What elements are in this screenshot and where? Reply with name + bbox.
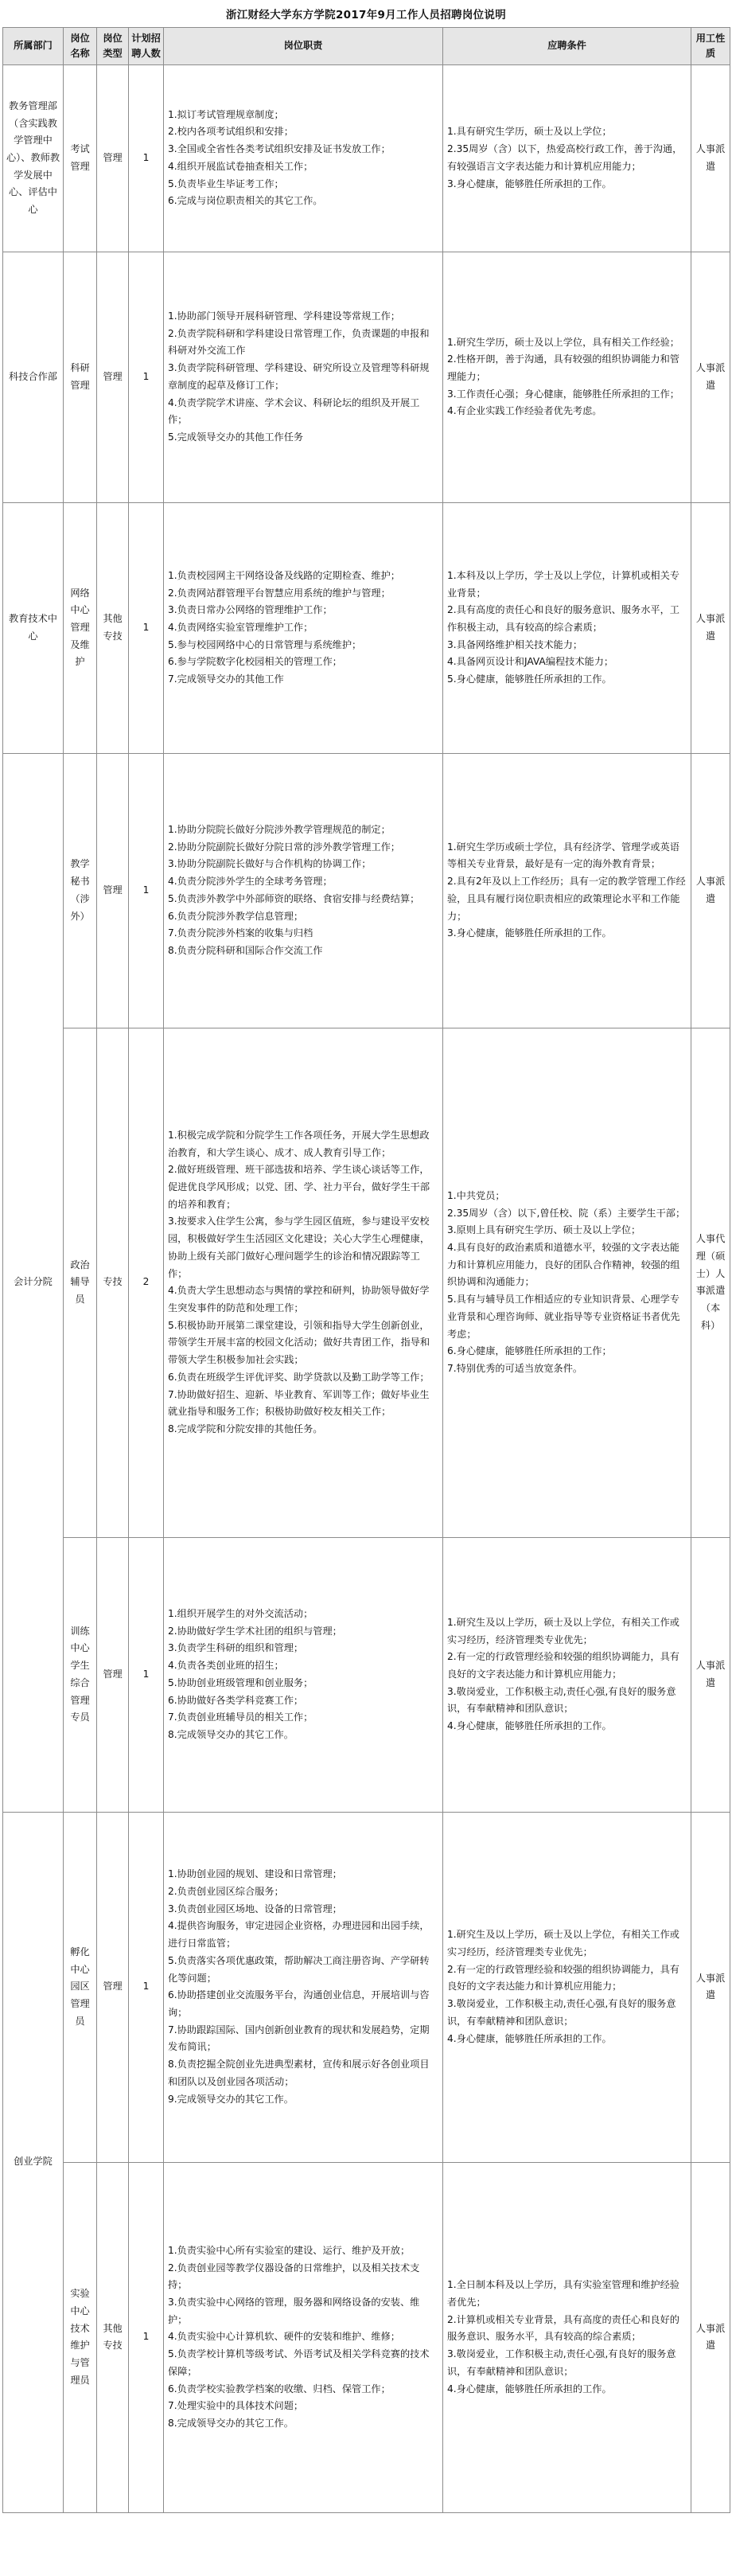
requirement-line: 1.本科及以上学历，学士及以上学位，计算机或相关专业背景； (447, 569, 679, 599)
duty-line: 7.负责分院涉外档案的收集与归档 (168, 927, 313, 939)
requirement-line: 7.特别优秀的可适当放宽条件。 (447, 1363, 583, 1375)
requirement-line: 3.工作责任心强；身心健康，能够胜任所承担的工作； (447, 388, 679, 400)
table-row (3, 753, 730, 1028)
duty-line: 1.负责实验中心所有实验室的建设、运行、维护及开放； (168, 2244, 411, 2256)
requirements-cell (443, 502, 691, 753)
duty-line: 6.负责在班级学生评优评奖、助学贷款以及勤工助学等工作； (168, 1371, 430, 1383)
duties-cell (164, 64, 443, 252)
position-cell: 网络中心管理及维护 (64, 502, 97, 753)
duty-line: 3.负责学生科研的组织和管理； (168, 1642, 304, 1654)
count-cell: 1 (129, 2162, 164, 2512)
duty-line: 4.负责网络实验室管理维护工作； (168, 621, 313, 633)
duty-line: 3.全国或全省性各类考试组织安排及证书发放工作； (168, 143, 391, 155)
duty-line: 5.协助创业班级管理和创业服务； (168, 1676, 313, 1688)
dept-cell (3, 1812, 64, 2512)
duty-line: 7.协助做好招生、迎新、毕业教育、军训等工作；做好毕业生就业指导和服务工作；积极协助做好校友相关工作； (168, 1388, 430, 1418)
requirement-line: 5.具有与辅导员工作相适应的专业知识背景、心理学专业背景和心理咨询师、就业指导等专业资格证书者优先考虑； (447, 1294, 680, 1340)
duty-line: 4.负责各类创业班的招生； (168, 1660, 284, 1672)
table-row (3, 502, 730, 753)
count-cell: 1 (129, 502, 164, 753)
dept-cell: 教育技术中心 (3, 502, 64, 753)
requirement-line: 4.具有良好的政治素质和道德水平，较强的文字表达能力和计算机应用能力，良好的团队合作精神，较强的组织协调和沟通能力； (447, 1242, 680, 1288)
requirement-line: 1.研究生及以上学历，硕士及以上学位，有相关工作或实习经历，经济管理类专业优先； (447, 1929, 679, 1958)
header-count: 计划招聘人数 (129, 28, 164, 65)
requirement-line: 5.身心健康，能够胜任所承担的工作。 (447, 673, 612, 685)
type-cell: 管理 (97, 1537, 129, 1812)
type-cell: 管理 (97, 252, 129, 502)
duty-line: 1.协助部门领导开展科研管理、学科建设等常规工作； (168, 310, 400, 322)
requirement-line: 3.敬岗爱业，工作积极主动,责任心强,有良好的服务意识，有奉献精神和团队意识； (447, 1685, 676, 1715)
requirement-line: 1.具有研究生学历，硕士及以上学位； (447, 126, 612, 138)
requirement-line: 1.研究生学历，硕士及以上学位，具有相关工作经验； (447, 336, 679, 348)
requirement-line: 2.35周岁（含）以下，热爱高校行政工作，善于沟通，有较强语言文字表达能力和计算机应用能力； (447, 143, 683, 172)
duty-line: 7.完成领导交办的其他工作 (168, 673, 284, 685)
dept-cell: 科技合作部 (3, 252, 64, 502)
table-row (3, 2162, 730, 2512)
requirement-line: 1.中共党员； (447, 1189, 505, 1201)
header-position: 岗位名称 (64, 28, 97, 65)
count-cell: 1 (129, 1812, 164, 2162)
requirement-line: 3.原则上具有研究生学历、硕士及以上学位； (447, 1224, 641, 1236)
position-cell: 科研管理 (64, 252, 97, 502)
requirements-cell (443, 64, 691, 252)
header-requirements: 应聘条件 (443, 28, 691, 65)
duty-line: 3.负责创业园区场地、设备的日常管理； (168, 1903, 342, 1914)
duty-line: 6.负责分院涉外教学信息管理； (168, 910, 304, 922)
nature-cell: 人事派遣 (691, 252, 730, 502)
nature-cell: 人事派遣 (691, 2162, 730, 2512)
position-cell: 孵化中心园区管理员 (64, 1812, 97, 2162)
header-type: 岗位类型 (97, 28, 129, 65)
requirements-cell (443, 1812, 691, 2162)
dept-label: 会计分院 (14, 1276, 53, 1288)
duty-line: 2.协助做好学生学术社团的组织与管理； (168, 1625, 342, 1637)
nature-cell: 人事派遣 (691, 1537, 730, 1812)
requirement-line: 4.具备网页设计和JAVA编程技术能力； (447, 656, 614, 668)
duty-line: 7.负责创业班辅导员的相关工作； (168, 1711, 313, 1723)
duty-line: 4.组织开展监试卷抽查相关工作； (168, 160, 313, 172)
nature-cell: 人事派遣 (691, 1812, 730, 2162)
duty-line: 2.负责创业园等教学仪器设备的日常维护，以及相关技术支持； (168, 2262, 420, 2291)
duty-line: 1.负责校园网主干网络设备及线路的定期检查、维护； (168, 569, 400, 581)
duty-line: 8.完成领导交办的其它工作。 (168, 2418, 294, 2430)
duty-line: 4.负责大学生思想动态与舆情的掌控和研判，协助领导做好学生突发事件的防范和处理工作； (168, 1285, 430, 1314)
duty-line: 2.校内各项考试组织和安排； (168, 126, 294, 138)
requirements-cell (443, 1028, 691, 1537)
duty-line: 6.参与学院数字化校园相关的管理工作； (168, 656, 342, 668)
duty-line: 3.负责日常办公网络的管理维护工作； (168, 604, 333, 616)
type-cell: 管理 (97, 1812, 129, 2162)
position-cell: 教学秘书（涉外） (64, 753, 97, 1028)
duty-line: 5.完成领导交办的其他工作任务 (168, 431, 304, 443)
count-cell: 1 (129, 1537, 164, 1812)
duty-line: 2.负责学院科研和学科建设日常管理工作，负责课题的申报和科研对外交流工作 (168, 327, 430, 357)
nature-cell: 人事派遣 (691, 753, 730, 1028)
duty-line: 5.负责涉外教学中外部师资的联络、食宿安排与经费结算； (168, 892, 420, 904)
type-cell: 专技 (97, 1028, 129, 1537)
duty-line: 1.拟订考试管理规章制度； (168, 108, 284, 120)
header-dept: 所属部门 (3, 28, 64, 65)
requirement-line: 2.有一定的行政管理经验和较强的组织协调能力，具有良好的文字表达能力和计算机应用能力； (447, 1651, 679, 1680)
duty-line: 5.参与校园网络中心的日常管理与系统维护； (168, 638, 362, 650)
duties-cell (164, 252, 443, 502)
table-row (3, 64, 730, 252)
duty-line: 1.协助分院院长做好分院涉外教学管理规范的制定； (168, 823, 391, 835)
duty-line: 8.负责挖掘全院创业先进典型素材，宣传和展示好各创业项目和团队以及创业园各项活动； (168, 2059, 430, 2087)
nature-cell: 人事派遣 (691, 502, 730, 753)
duty-line: 1.积极完成学院和分院学生工作各项任务，开展大学生思想政治教育，和大学生谈心、成才、成人教育引导工作； (168, 1129, 430, 1158)
document-title: 浙江财经大学东方学院2017年9月工作人员招聘岗位说明 (225, 9, 507, 21)
duty-line: 4.提供咨询服务，审定进园企业资格，办理进园和出园手续，进行日常监管； (168, 1920, 430, 1950)
requirement-line: 3.身心健康，能够胜任所承担的工作。 (447, 927, 612, 939)
duty-line: 8.负责分院科研和国际合作交流工作 (168, 944, 323, 956)
duties-cell (164, 2162, 443, 2512)
duty-line: 1.协助创业园的规划、建设和日常管理； (168, 1868, 342, 1880)
requirement-line: 2.有一定的行政管理经验和较强的组织协调能力，具有良好的文字表达能力和计算机应用能力； (447, 1963, 679, 1992)
duty-line: 2.负责创业园区综合服务； (168, 1886, 284, 1897)
requirement-line: 1.研究生学历或硕士学位，具有经济学、管理学或英语等相关专业背景，最好是有一定的海外教育背景； (447, 841, 679, 870)
duty-line: 2.负责网站群管理平台智慧应用系统的维护与管理； (168, 587, 391, 599)
requirement-line: 2.具有2年及以上工作经历；具有一定的教学管理工作经验，且具有履行岗位职责相应的政策理论水平和工作能力； (447, 876, 686, 922)
duty-line: 7.协助跟踪国际、国内创新创业教育的现状和发展趋势，定期发布简讯； (168, 2024, 430, 2053)
count-cell: 1 (129, 753, 164, 1028)
position-cell: 政治辅导员 (64, 1028, 97, 1537)
duties-cell (164, 753, 443, 1028)
requirements-cell (443, 753, 691, 1028)
nature-cell: 人事派遣 (691, 64, 730, 252)
requirements-cell (443, 2162, 691, 2512)
requirement-line: 2.35周岁（含）以下,曾任校、院（系）主要学生干部； (447, 1207, 686, 1219)
duties-cell (164, 502, 443, 753)
requirement-line: 2.性格开朗，善于沟通，具有较强的组织协调能力和管理能力； (447, 353, 679, 382)
table-row (3, 252, 730, 502)
type-cell: 管理 (97, 64, 129, 252)
duty-line: 9.完成领导交办的其它工作。 (168, 2093, 294, 2105)
duty-line: 4.负责实验中心计算机软、硬件的安装和维护、维修； (168, 2331, 400, 2343)
dept-label: 创业学院 (14, 2156, 53, 2168)
duty-line: 6.完成与岗位职责相关的其它工作。 (168, 195, 323, 207)
table-row (3, 1537, 730, 1812)
requirement-line: 2.计算机或相关专业背景，具有高度的责任心和良好的服务意识、服务水平，具有较高的综合素质； (447, 2313, 679, 2343)
type-cell: 其他专技 (97, 502, 129, 753)
duty-line: 2.做好班级管理、班干部选拔和培养、学生谈心谈话等工作，促进优良学风形成；以党、团、学、社力平台，做好学生干部的培养和教育； (168, 1164, 430, 1210)
duty-line: 6.协助搭建创业交流服务平台，沟通创业信息，开展培训与咨询； (168, 1989, 430, 2019)
requirement-line: 4.身心健康，能够胜任所承担的工作。 (447, 2032, 612, 2044)
header-duties: 岗位职责 (164, 28, 443, 65)
requirements-cell (443, 252, 691, 502)
duty-line: 4.负责学院学术讲座、学术会议、科研论坛的组织及开展工作； (168, 396, 420, 426)
header-nature: 用工性质 (691, 28, 730, 65)
requirement-line: 6.身心健康，能够胜任所承担的工作； (447, 1345, 612, 1357)
requirement-line: 2.具有高度的责任心和良好的服务意识、服务水平，工作积极主动，具有较高的综合素质； (447, 604, 679, 633)
type-cell: 其他专技 (97, 2162, 129, 2512)
count-cell: 1 (129, 64, 164, 252)
requirement-line: 1.研究生及以上学历，硕士及以上学位，有相关工作或实习经历，经济管理类专业优先； (447, 1616, 679, 1645)
position-cell: 考试管理 (64, 64, 97, 252)
duty-line: 8.完成学院和分院安排的其他任务。 (168, 1423, 323, 1435)
duty-line: 1.组织开展学生的对外交流活动； (168, 1607, 313, 1619)
duty-line: 4.负责分院涉外学生的全球考务管理； (168, 876, 333, 888)
requirement-line: 1.全日制本科及以上学历，具有实验室管理和维护经验者优先； (447, 2279, 679, 2309)
table-header-row (3, 28, 730, 65)
duty-line: 5.积极协助开展第二课堂建设，引领和指导大学生创新创业，带领学生开展丰富的校园文化活动；做好共青团工作，指导和带领大学生积极参加社会实践； (168, 1319, 430, 1366)
dept-cell: 教务管理部（含实践教学管理中心）、教师教学发展中心、评估中心 (3, 64, 64, 252)
duty-line: 6.协助做好各类学科竞赛工作； (168, 1694, 304, 1706)
requirement-line: 3.敬岗爱业，工作积极主动,责任心强,有良好的服务意识，有奉献精神和团队意识； (447, 2348, 676, 2377)
duty-line: 3.按要求入住学生公寓，参与学生园区值班，参与建设平安校园，积极做好学生生活园区文化建设；关心大学生心理健康，协助上级有关部门做好心理问题学生的诊治和情况跟踪等工作； (168, 1216, 430, 1279)
duty-line: 5.负责落实各项优惠政策，帮助解决工商注册咨询、产学研转化等问题； (168, 1954, 430, 1984)
requirement-line: 4.有企业实践工作经验者优先考虑。 (447, 405, 602, 417)
duty-line: 3.协助分院副院长做好与合作机构的协调工作； (168, 858, 372, 870)
requirements-cell (443, 1537, 691, 1812)
duties-cell (164, 1537, 443, 1812)
duty-line: 3.负责学院科研管理、学科建设、研究所设立及管理等科研规章制度的起草及修订工作； (168, 362, 430, 391)
count-cell: 2 (129, 1028, 164, 1537)
nature-cell: 人事代理（硕士）人事派遣（本科） (691, 1028, 730, 1537)
duty-line: 2.协助分院副院长做好分院日常的涉外教学管理工作； (168, 841, 400, 853)
requirement-line: 4.身心健康，能够胜任所承担的工作。 (447, 2383, 612, 2395)
duty-line: 8.完成领导交办的其它工作。 (168, 1728, 294, 1740)
table-row (3, 1028, 730, 1537)
duty-line: 5.负责毕业生毕证考工作； (168, 178, 284, 189)
requirement-line: 4.身心健康，能够胜任所承担的工作。 (447, 1720, 612, 1732)
dept-cell (3, 753, 64, 1812)
table-row (3, 1812, 730, 2162)
duty-line: 6.负责学校实验教学档案的收缴、归档、保管工作； (168, 2383, 391, 2395)
duties-cell (164, 1812, 443, 2162)
duties-cell (164, 1028, 443, 1537)
recruitment-table (2, 27, 730, 2513)
duty-line: 3.负责实验中心网络的管理，服务器和网络设备的安装、维护； (168, 2297, 420, 2325)
requirement-line: 3.敬岗爱业，工作积极主动,责任心强,有良好的服务意识，有奉献精神和团队意识； (447, 1998, 676, 2027)
duty-line: 5.负责学校计算机等级考试、外语考试及相关学科竞赛的技术保障； (168, 2348, 430, 2377)
requirement-line: 3.身心健康，能够胜任所承担的工作。 (447, 178, 612, 189)
requirement-line: 3.具备网络维护相关技术能力； (447, 638, 583, 650)
duty-line: 7.处理实验中的具体技术问题； (168, 2400, 304, 2412)
count-cell: 1 (129, 252, 164, 502)
position-cell: 实验中心技术维护与管理员 (64, 2162, 97, 2512)
type-cell: 管理 (97, 753, 129, 1028)
position-cell: 训练中心学生综合管理专员 (64, 1537, 97, 1812)
